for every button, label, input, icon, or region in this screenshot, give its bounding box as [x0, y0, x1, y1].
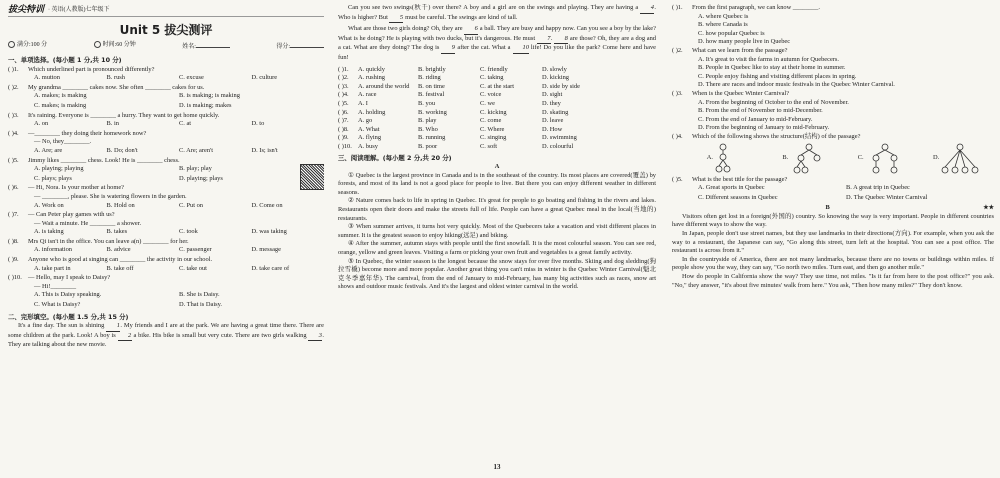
cloze-option-row	[338, 66, 656, 75]
question-line-2: — Wait a minute. He ________ a shower.	[34, 219, 142, 227]
option[interactable]: A. on	[34, 120, 49, 128]
option[interactable]: D. slowly	[542, 65, 567, 73]
cloze-option-row	[338, 143, 656, 152]
cloze-blank-6[interactable]: 6	[464, 25, 478, 35]
option[interactable]: A. It's great to visit the farms in autumn for Quebecers.	[698, 55, 839, 63]
cloze-option-row	[338, 74, 656, 83]
page-number: 13	[493, 463, 501, 472]
cloze-blank-1[interactable]: 1	[106, 322, 120, 332]
option[interactable]: B. People in Quebec like to stay at their home in summer.	[698, 64, 846, 72]
cloze-option-row	[338, 126, 656, 135]
option[interactable]: A. This is Daisy speaking.	[34, 291, 102, 299]
option[interactable]: B. take off	[106, 264, 134, 272]
cloze-option-row	[338, 91, 656, 100]
exam-meta	[8, 41, 324, 52]
option[interactable]: D. culture	[251, 74, 278, 82]
option-row	[8, 265, 324, 274]
question-line-2: — Hi!________	[34, 282, 77, 290]
answer-paren[interactable]: ( )4.	[672, 132, 683, 140]
option[interactable]: B. is making; is making	[179, 92, 240, 100]
section-1-title: 一、单项选择。(每小题 1 分,共 10 分)	[8, 56, 122, 64]
cloze-options	[338, 66, 656, 152]
right-column	[672, 4, 994, 474]
cloze-option-row	[338, 83, 656, 92]
option-row	[8, 246, 324, 255]
structure-option[interactable]	[707, 143, 753, 175]
question-row	[8, 157, 324, 166]
option[interactable]: A. take part in	[34, 264, 71, 272]
option-letter: C.	[857, 154, 864, 162]
answer-paren[interactable]: ( )1.	[8, 65, 19, 73]
passage-b-label: B ★★	[825, 204, 994, 212]
option[interactable]: C. Different seasons in Quebec	[698, 193, 778, 201]
option[interactable]: D. From the beginning of January to mid-February.	[698, 124, 830, 132]
question-row	[8, 66, 324, 75]
passage-paragraph: How do people in California show the way? They use time, not miles. "Is it far from here to the post office?" you ask. "No," they answer, "it's about five minutes' walk from here." You ask, "Then how many miles?" They don't know.	[672, 273, 994, 289]
option[interactable]: B. on time	[418, 82, 445, 90]
option[interactable]: D. is making; makes	[179, 101, 232, 109]
option[interactable]: B. Who	[418, 125, 438, 133]
option-row	[8, 92, 324, 101]
answer-paren[interactable]: ( )3.	[8, 111, 19, 119]
option[interactable]: C. Where	[480, 125, 505, 133]
question-text: My grandma ________ cakes now. She often ________ cakes for us.	[28, 83, 205, 91]
question-text: What is the best title for the passage?	[692, 175, 788, 183]
option[interactable]: C. how popular Quebec is	[698, 29, 765, 37]
spacer	[604, 83, 654, 92]
passage-paragraph: In Japan, people don't use street names, but they use landmarks in their directions(方向). For example, when you ask the way to a restaurant, the Japanese can say, "Go along this street, turn left at the hospital. You can see a post office. The restaurant is across from it."	[672, 230, 994, 255]
option[interactable]: D. playing; plays	[179, 174, 223, 182]
passage-paragraph: ④ After the summer, autumn stays with people until the first snowfall. It is the most colourful season. You can see red, orange, yellow and green leaves. Visiting a farm or picking your own fruit and vegetables is a great family activity.	[338, 240, 656, 257]
unit-title: Unit 5 拔尖测评	[119, 23, 213, 37]
option[interactable]: D. side by side	[542, 82, 580, 90]
option[interactable]: D. how many people live in Quebec	[698, 38, 791, 46]
answer-paren[interactable]: ( )5.	[672, 175, 683, 183]
option[interactable]: C. take out	[179, 264, 207, 272]
option[interactable]: D. kicking	[542, 74, 569, 82]
option[interactable]: C. excuse	[179, 74, 204, 82]
question-row	[8, 211, 324, 220]
clock-icon	[94, 41, 101, 48]
option[interactable]: B. you	[418, 99, 436, 107]
option[interactable]: D. leave	[542, 117, 564, 125]
question-text: — Can Peter play games with us?	[28, 211, 115, 219]
option[interactable]: C. Put on	[179, 201, 203, 209]
option[interactable]: C. What is Daisy?	[34, 301, 81, 309]
structure-option[interactable]	[933, 143, 979, 175]
answer-paren[interactable]: ( )2.	[8, 83, 19, 91]
question-row	[8, 238, 324, 247]
option[interactable]: C. at the start	[480, 82, 515, 90]
question-text: Which underlined part is pronounced differently?	[28, 65, 155, 73]
qr-code[interactable]	[300, 164, 324, 190]
option[interactable]: A. makes; is making	[34, 92, 87, 100]
page-header	[8, 4, 324, 17]
option[interactable]: A. mutton	[34, 74, 60, 82]
option[interactable]: C. took	[179, 228, 198, 236]
question-row	[672, 90, 994, 99]
option[interactable]: D. sight	[542, 91, 563, 99]
time-limit: 时间:60 分钟	[94, 41, 136, 52]
question-row	[8, 84, 324, 93]
option[interactable]: B. Hold on	[106, 201, 135, 209]
option[interactable]: A. rushing	[358, 74, 385, 82]
option[interactable]: D. skating	[542, 108, 569, 116]
cloze-blank-9[interactable]: 9	[441, 44, 455, 54]
answer-paren[interactable]: ( )1.	[338, 65, 349, 73]
option[interactable]: D. Is; isn't	[251, 146, 278, 154]
answer-paren[interactable]: ( )7.	[338, 117, 349, 125]
option[interactable]: B. From the end of November to mid-December.	[698, 107, 823, 115]
answer-paren[interactable]: ( )3.	[672, 89, 683, 97]
cloze-para-3: What are those two girls doing? Oh, they are 6 a ball. They are busy and happy now. Can you see a boy by the lake? What is he doing? He is playing with two ducks, but it's dangerous. He must 7. 8 are those? Oh, they are a dog and a cat. What are they doing? The dog is 9 after the cat. What a 10 life! Do you like the park? Come here and have fun!	[338, 25, 656, 61]
cloze-blank-2[interactable]: 2	[118, 332, 132, 342]
spacer	[604, 91, 654, 100]
option[interactable]: B. play; play	[179, 165, 212, 173]
option[interactable]: B. riding	[418, 74, 441, 82]
question-text: —________ they doing their homework now?	[28, 129, 147, 137]
option[interactable]: D. There are races and indoor music festivals in the Quebec Winter Carnival.	[698, 81, 895, 89]
structure-option[interactable]	[782, 143, 828, 175]
question-row	[8, 256, 324, 265]
question-row	[672, 47, 994, 56]
option[interactable]: C. singing	[480, 134, 507, 142]
option-row	[672, 184, 994, 193]
option[interactable]: D. to	[251, 120, 265, 128]
cloze-blank-7[interactable]: 7	[537, 35, 551, 45]
structure-diagram-icon	[715, 143, 753, 175]
option[interactable]: C. friendly	[480, 65, 508, 73]
answer-paren[interactable]: ( )8.	[338, 125, 349, 133]
option[interactable]: D. Come on	[251, 201, 283, 209]
option[interactable]: C. voice	[480, 91, 502, 99]
option[interactable]: C. we	[480, 99, 495, 107]
question-text: Mrs Qi isn't in the office. You can leave a(n) ________ for her.	[28, 237, 189, 245]
option-row	[8, 202, 324, 211]
section-2-title: 二、完形填空。(每小题 1.5 分,共 15 分)	[8, 312, 129, 321]
passage-paragraph: ⑤ In Quebec, the winter season is the longest because the snow stays for over five months. Skiing and dog sledding(狗拉雪橇) become more and more popular. Another great thing you can't miss in winter is the Quebec Winter Carnival(魁北克冬季嘉年华). The carnival, from the end of January to mid-February, has many big activities such as races, snow art shows and outdoor music festivals. And it's the largest and oldest winter carnival in the world.	[338, 257, 656, 291]
option-row	[8, 165, 324, 174]
cloze-option-row	[338, 117, 656, 126]
question-text: Jimmy likes ________ chess. Look! He is ________ chess.	[28, 156, 180, 164]
answer-paren[interactable]: ( )5.	[8, 156, 19, 164]
spacer	[604, 143, 654, 152]
cloze-blank-3[interactable]: 3	[308, 332, 322, 342]
cloze-option-row	[338, 134, 656, 143]
option[interactable]: C. soft	[480, 142, 498, 150]
answer-paren[interactable]: ( )7.	[8, 211, 19, 219]
option-row	[8, 301, 324, 310]
option[interactable]: D. message	[251, 246, 281, 254]
option[interactable]: C. Are; aren't	[179, 146, 213, 154]
option[interactable]: C. come	[480, 117, 502, 125]
option[interactable]: B. A great trip in Quebec	[846, 184, 910, 192]
option-letter: D.	[933, 154, 940, 162]
answer-paren[interactable]: ( )10.	[8, 274, 22, 282]
answer-paren[interactable]: ( )4.	[338, 91, 349, 99]
section-3-title: 三、阅读理解。(每小题 2 分,共 20 分)	[338, 153, 452, 162]
question-row	[672, 176, 994, 185]
option[interactable]: D. That is Daisy.	[179, 301, 222, 309]
passage-a-label: A	[494, 163, 500, 171]
full-score: 满分:100 分	[8, 41, 47, 52]
option[interactable]: B. brightly	[418, 65, 446, 73]
option[interactable]: A. Are; are	[34, 146, 63, 154]
passage-paragraph: In the countryside of America, there are not many landmarks, because there are no towns or buildings within miles. If people show you the way, they can say, "Go north two miles. Turn east, and then go another mile."	[672, 255, 994, 272]
option[interactable]: A. busy	[358, 142, 378, 150]
option[interactable]: C. plays; plays	[34, 174, 72, 182]
cloze-blank-8[interactable]: 8	[554, 35, 568, 45]
option[interactable]: A. race	[358, 91, 377, 99]
answer-paren[interactable]: ( )2.	[672, 46, 683, 54]
structure-options	[672, 142, 994, 176]
cloze-para-1: It's a fine day. The sun is shining 1. My friends and I are at the park. We are having a great time there. There are some children at the park. Look! A boy is 2 a bike. His bike is small but very cute. There are two girls walking 3. They are talking about the new movie.	[8, 322, 324, 349]
spacer	[604, 74, 654, 83]
option-row	[8, 120, 324, 129]
option[interactable]: D. colourful	[542, 142, 574, 150]
option[interactable]: C. at	[179, 120, 192, 128]
option[interactable]: B. rush	[106, 74, 125, 82]
spacer	[604, 100, 654, 109]
option-row	[8, 175, 324, 184]
option[interactable]: B. running	[418, 134, 446, 142]
option[interactable]: D. swimming	[542, 134, 577, 142]
question-text: Which of the following shows the structure(结构) of the passage?	[692, 132, 861, 140]
option[interactable]: A. flying	[358, 134, 382, 142]
option-letter: B.	[782, 154, 789, 162]
option-row	[8, 102, 324, 111]
cloze-option-row	[338, 109, 656, 118]
option[interactable]: B. Do; don't	[106, 146, 138, 154]
option[interactable]: B. in	[106, 120, 119, 128]
question-text: When is the Quebec Winter Carnival?	[692, 89, 790, 97]
option[interactable]: C. kicking	[480, 108, 507, 116]
passage-paragraph: ② Nature comes back to life in spring in Quebec. It's great for people to go boating and fishing in the rivers and lakes. Restaurants open their doors and make the streets full of life. People can have a great Quebec meal in the local(当地的) restaurants.	[338, 197, 656, 222]
passage-paragraph: ③ When summer arrives, it turns hot very quickly. Most of the Quebecers take a vacation and visit different places in summer. It is the greatest season to enjoy hiking(远足) and biking.	[338, 223, 656, 239]
answer-paren[interactable]: ( )4.	[8, 129, 19, 137]
structure-diagram-icon	[941, 143, 979, 175]
option[interactable]: A. Great sports in Quebec	[698, 184, 765, 192]
gear-icon	[8, 41, 15, 48]
option-row	[8, 291, 324, 300]
option[interactable]: B. She is Daisy.	[179, 291, 220, 299]
option[interactable]: C. People enjoy fishing and visiting different places in spring.	[698, 72, 857, 80]
answer-paren[interactable]: ( )9.	[8, 256, 19, 264]
option[interactable]: A. is taking	[34, 228, 64, 236]
option[interactable]: D. The Quebec Winter Carnival	[846, 193, 928, 201]
option[interactable]: A. I	[358, 99, 368, 107]
option-letter: A.	[706, 154, 713, 162]
option[interactable]: A. around the world	[358, 82, 410, 90]
question-row	[672, 4, 994, 13]
option[interactable]: B. play	[418, 117, 437, 125]
cloze-blank-10[interactable]: 10	[513, 44, 529, 54]
cloze-blank-5[interactable]: 5	[389, 14, 403, 24]
question-text: From the first paragraph, we can know ________.	[692, 4, 820, 11]
cloze-blank-4[interactable]: 4	[640, 4, 654, 14]
option[interactable]: A. From the beginning of October to the end of November.	[698, 98, 849, 106]
score-field[interactable]: 得分:	[276, 41, 324, 52]
answer-paren[interactable]: ( )9.	[338, 134, 349, 142]
option-row	[8, 147, 324, 156]
middle-column	[338, 4, 656, 474]
answer-paren[interactable]: ( )6.	[338, 108, 349, 116]
option[interactable]: B. festival	[418, 91, 445, 99]
answer-paren[interactable]: ( )10.	[338, 142, 352, 150]
structure-diagram-icon	[866, 143, 904, 175]
passage-paragraph: Visitors often get lost in a foreign(外国的) country. So knowing the way is very important. People in different countries have different ways to show the way.	[672, 212, 994, 229]
option[interactable]: B. working	[418, 108, 447, 116]
spacer	[604, 109, 654, 118]
question-row	[8, 112, 324, 121]
name-field[interactable]: 姓名:	[182, 41, 230, 52]
question-line-2: — ________, please. She is watering flowers in the garden.	[34, 192, 187, 200]
option[interactable]: A. go	[358, 117, 373, 125]
structure-diagram-icon	[790, 143, 828, 175]
question-line-2: — No, they________.	[34, 138, 92, 146]
option-row	[672, 194, 994, 203]
option[interactable]: C. passenger	[179, 246, 212, 254]
option[interactable]: C. taking	[480, 74, 504, 82]
answer-paren[interactable]: ( )8.	[8, 237, 19, 245]
cloze-option-row	[338, 100, 656, 109]
option[interactable]: D. take care of	[251, 264, 290, 272]
question-text: It's raining. Everyone is ________ a hurry. They want to get home quickly.	[28, 111, 220, 119]
option[interactable]: A. where Quebec is	[698, 12, 749, 20]
question-row	[8, 130, 324, 139]
option[interactable]: B. where Canada is	[698, 21, 748, 29]
answer-paren[interactable]: ( )6.	[8, 184, 19, 192]
spacer	[604, 134, 654, 143]
passage-a-questions	[672, 4, 994, 202]
option[interactable]: A. information	[34, 246, 72, 254]
question-text: What can we learn from the passage?	[692, 46, 788, 54]
question-row	[8, 184, 324, 193]
option[interactable]: B. advice	[106, 246, 131, 254]
passage-b	[672, 213, 994, 290]
option-row	[8, 228, 324, 237]
question-row	[672, 133, 994, 142]
structure-option[interactable]	[858, 143, 904, 175]
option[interactable]: A. playing; playing	[34, 165, 84, 173]
subject-label: · 英语(人教版)七年级下	[48, 6, 110, 13]
brand-logo: 拔尖特训	[8, 4, 45, 15]
option-row	[8, 74, 324, 83]
passage-paragraph: ① Quebec is the largest province in Canada and is in the southeast of the country. Its most places are covered(覆盖) by forests, and most of its land is not a good place for people to live. But there you can enjoy different weather in different seasons.	[338, 171, 656, 196]
option[interactable]: C. From the end of January to mid-February.	[698, 115, 813, 123]
option[interactable]: A. quickly	[358, 65, 385, 73]
question-row	[8, 274, 324, 283]
left-column	[8, 4, 324, 474]
spacer	[604, 117, 654, 126]
cloze-para-2: Can you see two swings(秋千) over there? A boy and a girl are on the swings and playing. They are having a 4. Who is higher? But 5 must be careful. The swings are kind of tall.	[338, 4, 656, 23]
question-text: — Hi, Nora. Is your mother at home?	[28, 184, 125, 192]
difficulty-stars: ★★	[983, 205, 994, 212]
answer-paren[interactable]: ( )3.	[338, 82, 349, 90]
answer-paren[interactable]: ( )5.	[338, 99, 349, 107]
answer-paren[interactable]: ( )2.	[338, 74, 349, 82]
option[interactable]: D. they	[542, 99, 561, 107]
option[interactable]: A. What	[358, 125, 380, 133]
spacer	[604, 66, 654, 75]
option[interactable]: C. makes; is making	[34, 101, 87, 109]
option[interactable]: D. was taking	[251, 228, 287, 236]
option[interactable]: D. How	[542, 125, 563, 133]
option[interactable]: B. poor	[418, 142, 438, 150]
answer-paren[interactable]: ( )1.	[672, 4, 683, 11]
question-text: — Hello, may I speak to Daisy?	[28, 274, 111, 282]
spacer	[604, 126, 654, 135]
option[interactable]: B. takes	[106, 228, 128, 236]
option[interactable]: A. Work on	[34, 201, 64, 209]
section-1-questions	[8, 66, 324, 310]
passage-a	[338, 172, 656, 292]
option[interactable]: A. holding	[358, 108, 386, 116]
question-text: Anyone who is good at singing can ________ the activity in our school.	[28, 256, 213, 264]
